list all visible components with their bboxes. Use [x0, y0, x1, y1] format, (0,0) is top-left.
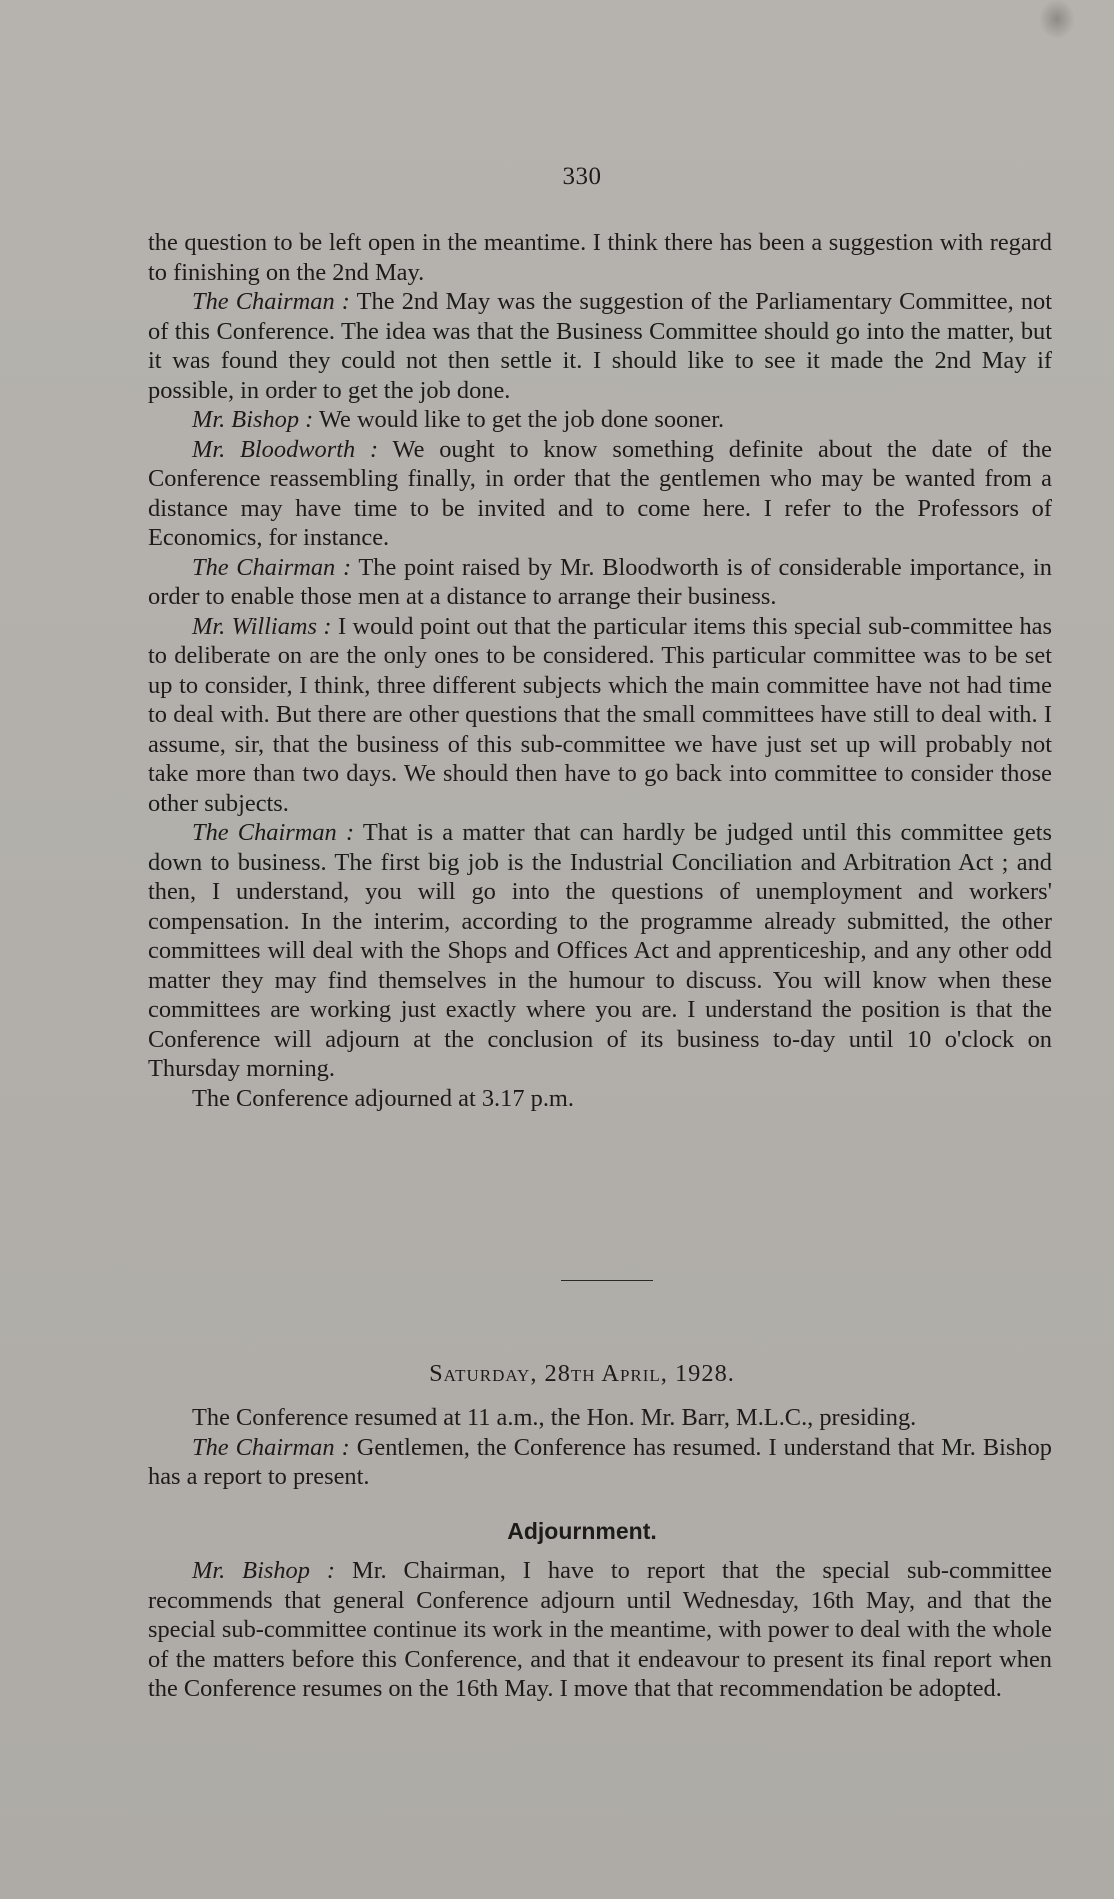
speech-text: We ought to know something definite about the date of the Conference reassembling finally, in order that the gentlemen who may be wanted from a distance may have time to be invited and to come here. I refer to the Professors of Economics, for instance.: [148, 435, 1052, 551]
speech-paragraph: [148, 553, 1052, 612]
speaker-name: The Chairman :: [192, 819, 355, 846]
date-heading: Saturday, 28th April, 1928.: [429, 1360, 735, 1387]
page-corner-mark: [1040, 0, 1074, 38]
speech-paragraph: [148, 1556, 1052, 1704]
speech-text: The 2nd May was the suggestion of the Parliamentary Committee, not of this Conference. The idea was that the Business Committee should go into the matter, but it was found they could not then settle it. I should like to see it made the 2nd May if possible, in order to get the job done.: [148, 288, 1052, 404]
speech-paragraph: [148, 818, 1052, 1084]
paragraph-text: the question to be left open in the meantime. I think there has been a suggestion with regard to finishing on the 2nd May.: [148, 229, 1052, 286]
proceedings-block-3: [148, 1556, 1052, 1704]
proceedings-block-2: [148, 1403, 1052, 1492]
speaker-name: The Chairman :: [192, 288, 350, 315]
speech-text: Gentlemen, the Conference has resumed. I understand that Mr. Bishop has a report to present.: [148, 1433, 1052, 1490]
speech-text: We would like to get the job done sooner.: [318, 406, 725, 433]
continuation-paragraph: [148, 228, 1052, 287]
speech-paragraph: [148, 612, 1052, 819]
speech-paragraph: [148, 405, 1052, 435]
speech-text: The Conference adjourned at 3.17 p.m.: [192, 1084, 574, 1112]
speech-text: The Conference resumed at 11 a.m., the Hon. Mr. Barr, M.L.C., presiding.: [192, 1404, 917, 1431]
section-heading: Adjournment.: [507, 1518, 657, 1544]
speech-paragraph: [148, 435, 1052, 553]
speaker-name: Mr. Bloodworth :: [192, 435, 379, 463]
speech-text: The point raised by Mr. Bloodworth is of considerable importance, in order to enable those men at a distance to arrange their business.: [148, 553, 1052, 610]
speaker-name: The Chairman :: [192, 553, 352, 581]
section-divider: [561, 1280, 653, 1281]
adjourned-note: [148, 1084, 1052, 1114]
speaker-name: Mr. Bishop :: [192, 1557, 336, 1584]
speech-text: I would point out that the particular items this special sub-committee has to deliberate on are the only ones to be considered. This particular committee was to be set up to consider, I think, three different subjects which the main committee have not had time to deal with. But there are other questions that the small committees have still to deal with. I assume, sir, that the business of this sub-committee we have just set up will probably not take more than two days. We should then have to go back into committee to consider those other subjects.: [148, 612, 1052, 817]
speech-paragraph: [148, 1433, 1052, 1492]
speaker-name: The Chairman :: [192, 1433, 350, 1461]
speaker-name: Mr. Bishop :: [192, 406, 314, 433]
speaker-name: Mr. Williams :: [192, 612, 332, 640]
resumed-note: [148, 1403, 1052, 1433]
page-number: 330: [562, 163, 602, 190]
speech-text: That is a matter that can hardly be judged until this committee gets down to business. The first big job is the Industrial Conciliation and Arbitration Act ; and then, I understand, you will go into the questions of unemployment and workers' compensation. In the interim, according to the programme already submitted, the other committees will deal with the Shops and Offices Act and apprenticeship, and any other odd matter they may find themselves in the humour to discuss. You will know when these committees are working just exactly where you are. I understand the position is that the Conference will adjourn at the conclusion of its business to-day until 10 o'clock on Thursday morning.: [148, 819, 1052, 1082]
speech-text: Mr. Chairman, I have to report that the special sub-committee recommends that general Conference adjourn until Wednesday, 16th May, and that the special sub-committee continue its work in the meantime, with power to deal with the whole of the matters before this Conference, and that it endeavour to present its final report when the Conference resumes on the 16th May. I move that that recommendation be adopted.: [148, 1557, 1052, 1702]
proceedings-block-1: [148, 228, 1052, 1113]
speech-paragraph: [148, 287, 1052, 405]
